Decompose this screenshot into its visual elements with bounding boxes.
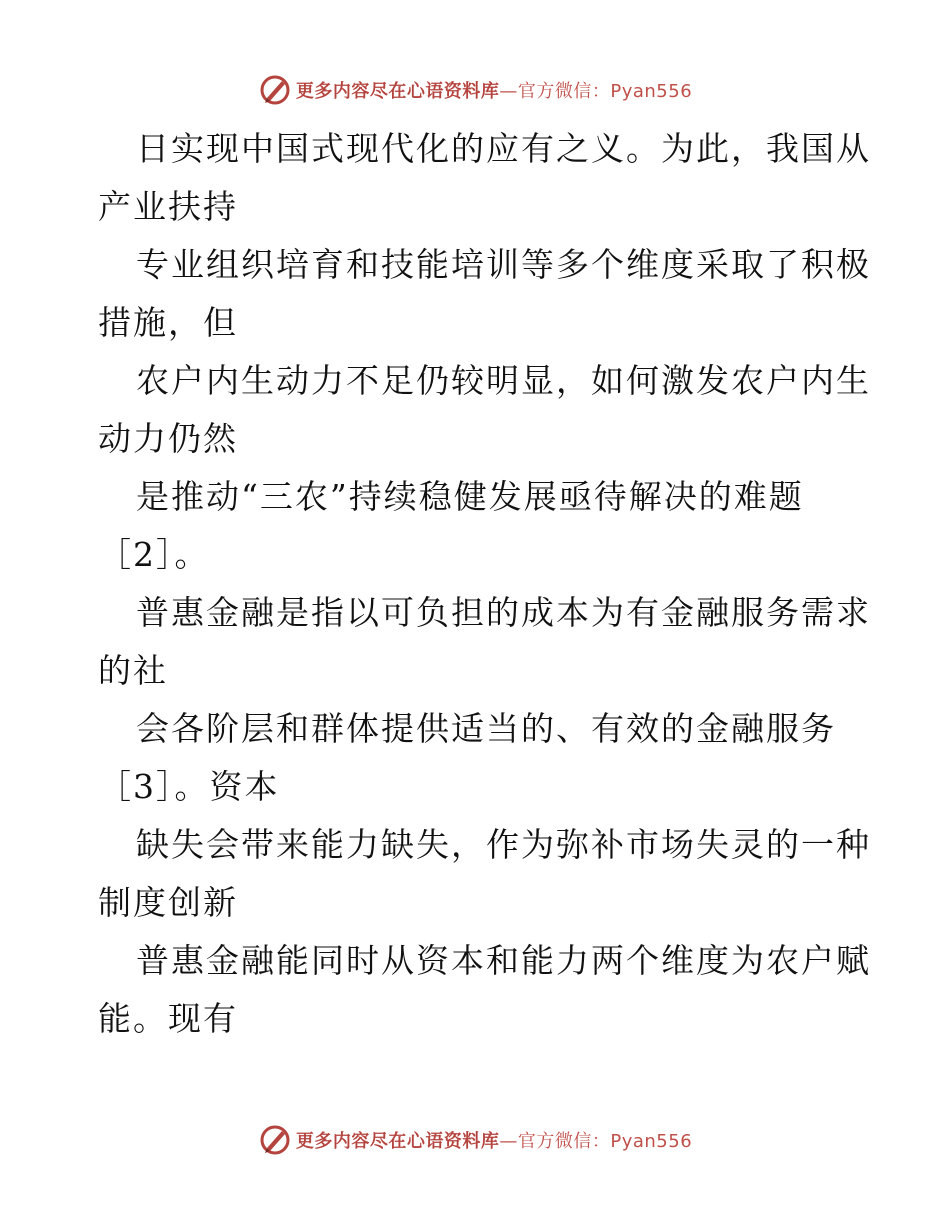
pen-logo-icon bbox=[258, 73, 292, 107]
text-line-11: 会各阶层和群体提供适当的、有效的金融服务 bbox=[136, 709, 836, 748]
text-line-2: 产业扶持 bbox=[98, 187, 238, 226]
header-watermark bbox=[0, 70, 950, 110]
text-line-9: 普惠金融是指以可负担的成本为有金融服务需求 bbox=[136, 593, 871, 632]
text-line-13: 缺失会带来能力缺失，作为弥补市场失灵的一种 bbox=[136, 825, 871, 864]
text-line-12: ［3］。资本 bbox=[98, 767, 280, 806]
footer-watermark bbox=[0, 1120, 950, 1160]
text-line-5: 农户内生动力不足仍较明显，如何激发农户内生 bbox=[136, 361, 871, 400]
text-line-7: 是推动“三农”持续稳健发展亟待解决的难题 bbox=[136, 477, 804, 516]
pen-logo-icon bbox=[258, 1123, 292, 1157]
document-body bbox=[98, 120, 871, 1048]
text-line-14: 制度创新 bbox=[98, 883, 238, 922]
text-line-3: 专业组织培育和技能培训等多个维度采取了积极 bbox=[136, 245, 871, 284]
watermark-text bbox=[296, 1127, 692, 1153]
watermark-bold-text: 更多内容尽在心语资料库 bbox=[295, 81, 500, 102]
text-line-4: 措施，但 bbox=[98, 303, 238, 342]
text-line-1: 日实现中国式现代化的应有之义。为此，我国从 bbox=[136, 129, 871, 168]
text-line-6: 动力仍然 bbox=[98, 419, 238, 458]
watermark-bold-text: 更多内容尽在心语资料库 bbox=[295, 1131, 500, 1152]
watermark-plain-text: —官方微信：Pyan556 bbox=[499, 1131, 693, 1152]
text-line-16: 能。现有 bbox=[98, 999, 238, 1038]
text-line-8: ［2］。 bbox=[98, 535, 210, 574]
watermark-plain-text: —官方微信：Pyan556 bbox=[499, 81, 693, 102]
text-line-15: 普惠金融能同时从资本和能力两个维度为农户赋 bbox=[136, 941, 871, 980]
text-line-10: 的社 bbox=[98, 651, 168, 690]
watermark-text bbox=[296, 77, 692, 103]
